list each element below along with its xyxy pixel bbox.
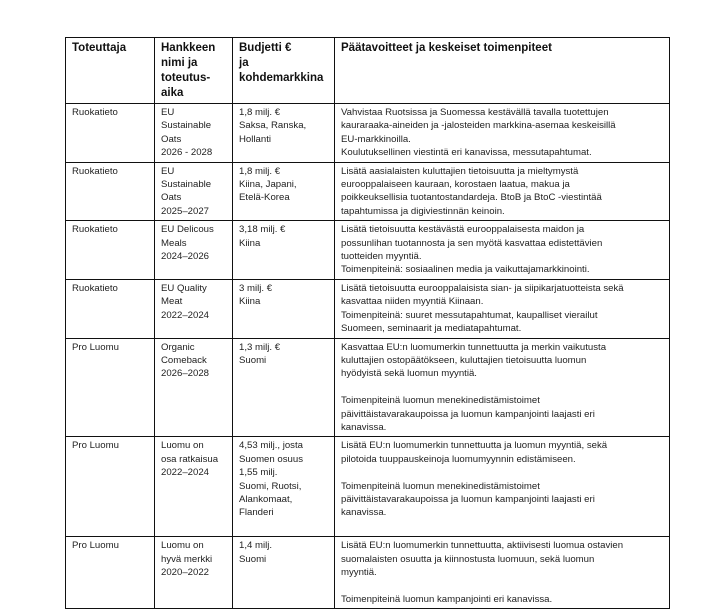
goals-cell: Lisätä aasialaisten kuluttajien tietoisuutta ja mieltymystä eurooppalaiseen kauraan, korostaen laatua, makua ja poikkeuksellisia tuotantostandardeja. BtoB ja BtoC -viestintää tapahtumissa ja digiviestinnän keinoin. [335,162,670,221]
project-cell: Organic Comeback 2026–2028 [155,338,233,437]
budget-cell: 1,3 milj. € Suomi [233,338,335,437]
implementer-cell: Pro Luomu [66,437,155,537]
table-row [66,221,670,280]
table-row [66,162,670,221]
project-cell: EU Sustainable Oats 2026 - 2028 [155,104,233,163]
project-cell: Luomu on hyvä merkki 2020–2022 [155,537,233,609]
header-budget-market: Budjetti € ja kohdemarkkina [233,38,335,104]
goals-cell: Lisätä tietoisuutta kestävästä eurooppalaisesta maidon ja possunlihan tuotannosta ja sen myötä kasvattaa edistettävien tuotteiden myyntiä. Toimenpiteinä: sosiaalinen media ja vaikuttajamarkkinointi. [335,221,670,280]
paragraph-gap [341,381,663,394]
project-cell: EU Delicous Meals 2024–2026 [155,221,233,280]
budget-cell: 1,4 milj. Suomi [233,537,335,609]
budget-cell: 4,53 milj., josta Suomen osuus 1,55 milj. Suomi, Ruotsi, Alankomaat, Flanderi [233,437,335,537]
implementer-cell: Ruokatieto [66,162,155,221]
goals-cell: Lisätä tietoisuutta eurooppalaisista sian- ja siipikarjatuotteista sekä kasvattaa niiden myyntiä Kiinaan. Toimenpiteinä: suuret messutapahtumat, kaupalliset vierailut Suomeen, seminaarit ja mediatapahtumat. [335,279,670,338]
header-implementer: Toteuttaja [66,38,155,104]
goals-cell: Lisätä EU:n luomumerkin tunnettuutta ja luomun myyntiä, sekä pilotoida tuuppauskeinoja luomumyynnin edistämiseen. Toimenpiteinä luomun menekinedistämistoimet päivittäistavarakaupoissa ja luomun kampanjointi laajasti eri kanavissa. [335,437,670,537]
implementer-cell: Ruokatieto [66,104,155,163]
project-cell: EU Sustainable Oats 2025–2027 [155,162,233,221]
table-row [66,437,670,537]
header-goals-measures: Päätavoitteet ja keskeiset toimenpiteet [335,38,670,104]
implementer-cell: Pro Luomu [66,338,155,437]
projects-table [65,37,670,609]
header-project-name-duration: Hankkeen nimi ja toteutus- aika [155,38,233,104]
table-header-row [66,38,670,104]
table-row [66,104,670,163]
budget-cell: 3,18 milj. € Kiina [233,221,335,280]
implementer-cell: Pro Luomu [66,537,155,609]
table-row [66,279,670,338]
implementer-cell: Ruokatieto [66,221,155,280]
budget-cell: 1,8 milj. € Saksa, Ranska, Hollanti [233,104,335,163]
project-cell: Luomu on osa ratkaisua 2022–2024 [155,437,233,537]
paragraph-gap [341,466,663,479]
paragraph-gap [341,580,663,593]
budget-cell: 3 milj. € Kiina [233,279,335,338]
goals-cell: Lisätä EU:n luomumerkin tunnettuutta, aktiivisesti luomua ostavien suomalaisten osuutta ja kiinnostusta luomuun, sekä luomun myyntiä. Toimenpiteinä luomun kampanjointi eri kanavissa. [335,537,670,609]
budget-cell: 1,8 milj. € Kiina, Japani, Etelä-Korea [233,162,335,221]
goals-cell: Vahvistaa Ruotsissa ja Suomessa kestävällä tavalla tuotettujen kauraraaka-aineiden ja -jalosteiden markkina-asemaa keskeisillä EU-markkinoilla. Koulutuksellinen viestintä eri kanavissa, messutapahtumat. [335,104,670,163]
goals-cell: Kasvattaa EU:n luomumerkin tunnettuutta ja merkin vaikutusta kuluttajien ostopäätökseen, kuluttajien tietoisuutta luomun hyödyistä sekä luomun myyntiä. Toimenpiteinä luomun menekinedistämistoimet päivittäistavarakaupoissa ja luomun kampanjointi laajasti eri kanavissa. [335,338,670,437]
project-cell: EU Quality Meat 2022–2024 [155,279,233,338]
table-row [66,338,670,437]
implementer-cell: Ruokatieto [66,279,155,338]
table-row [66,537,670,609]
